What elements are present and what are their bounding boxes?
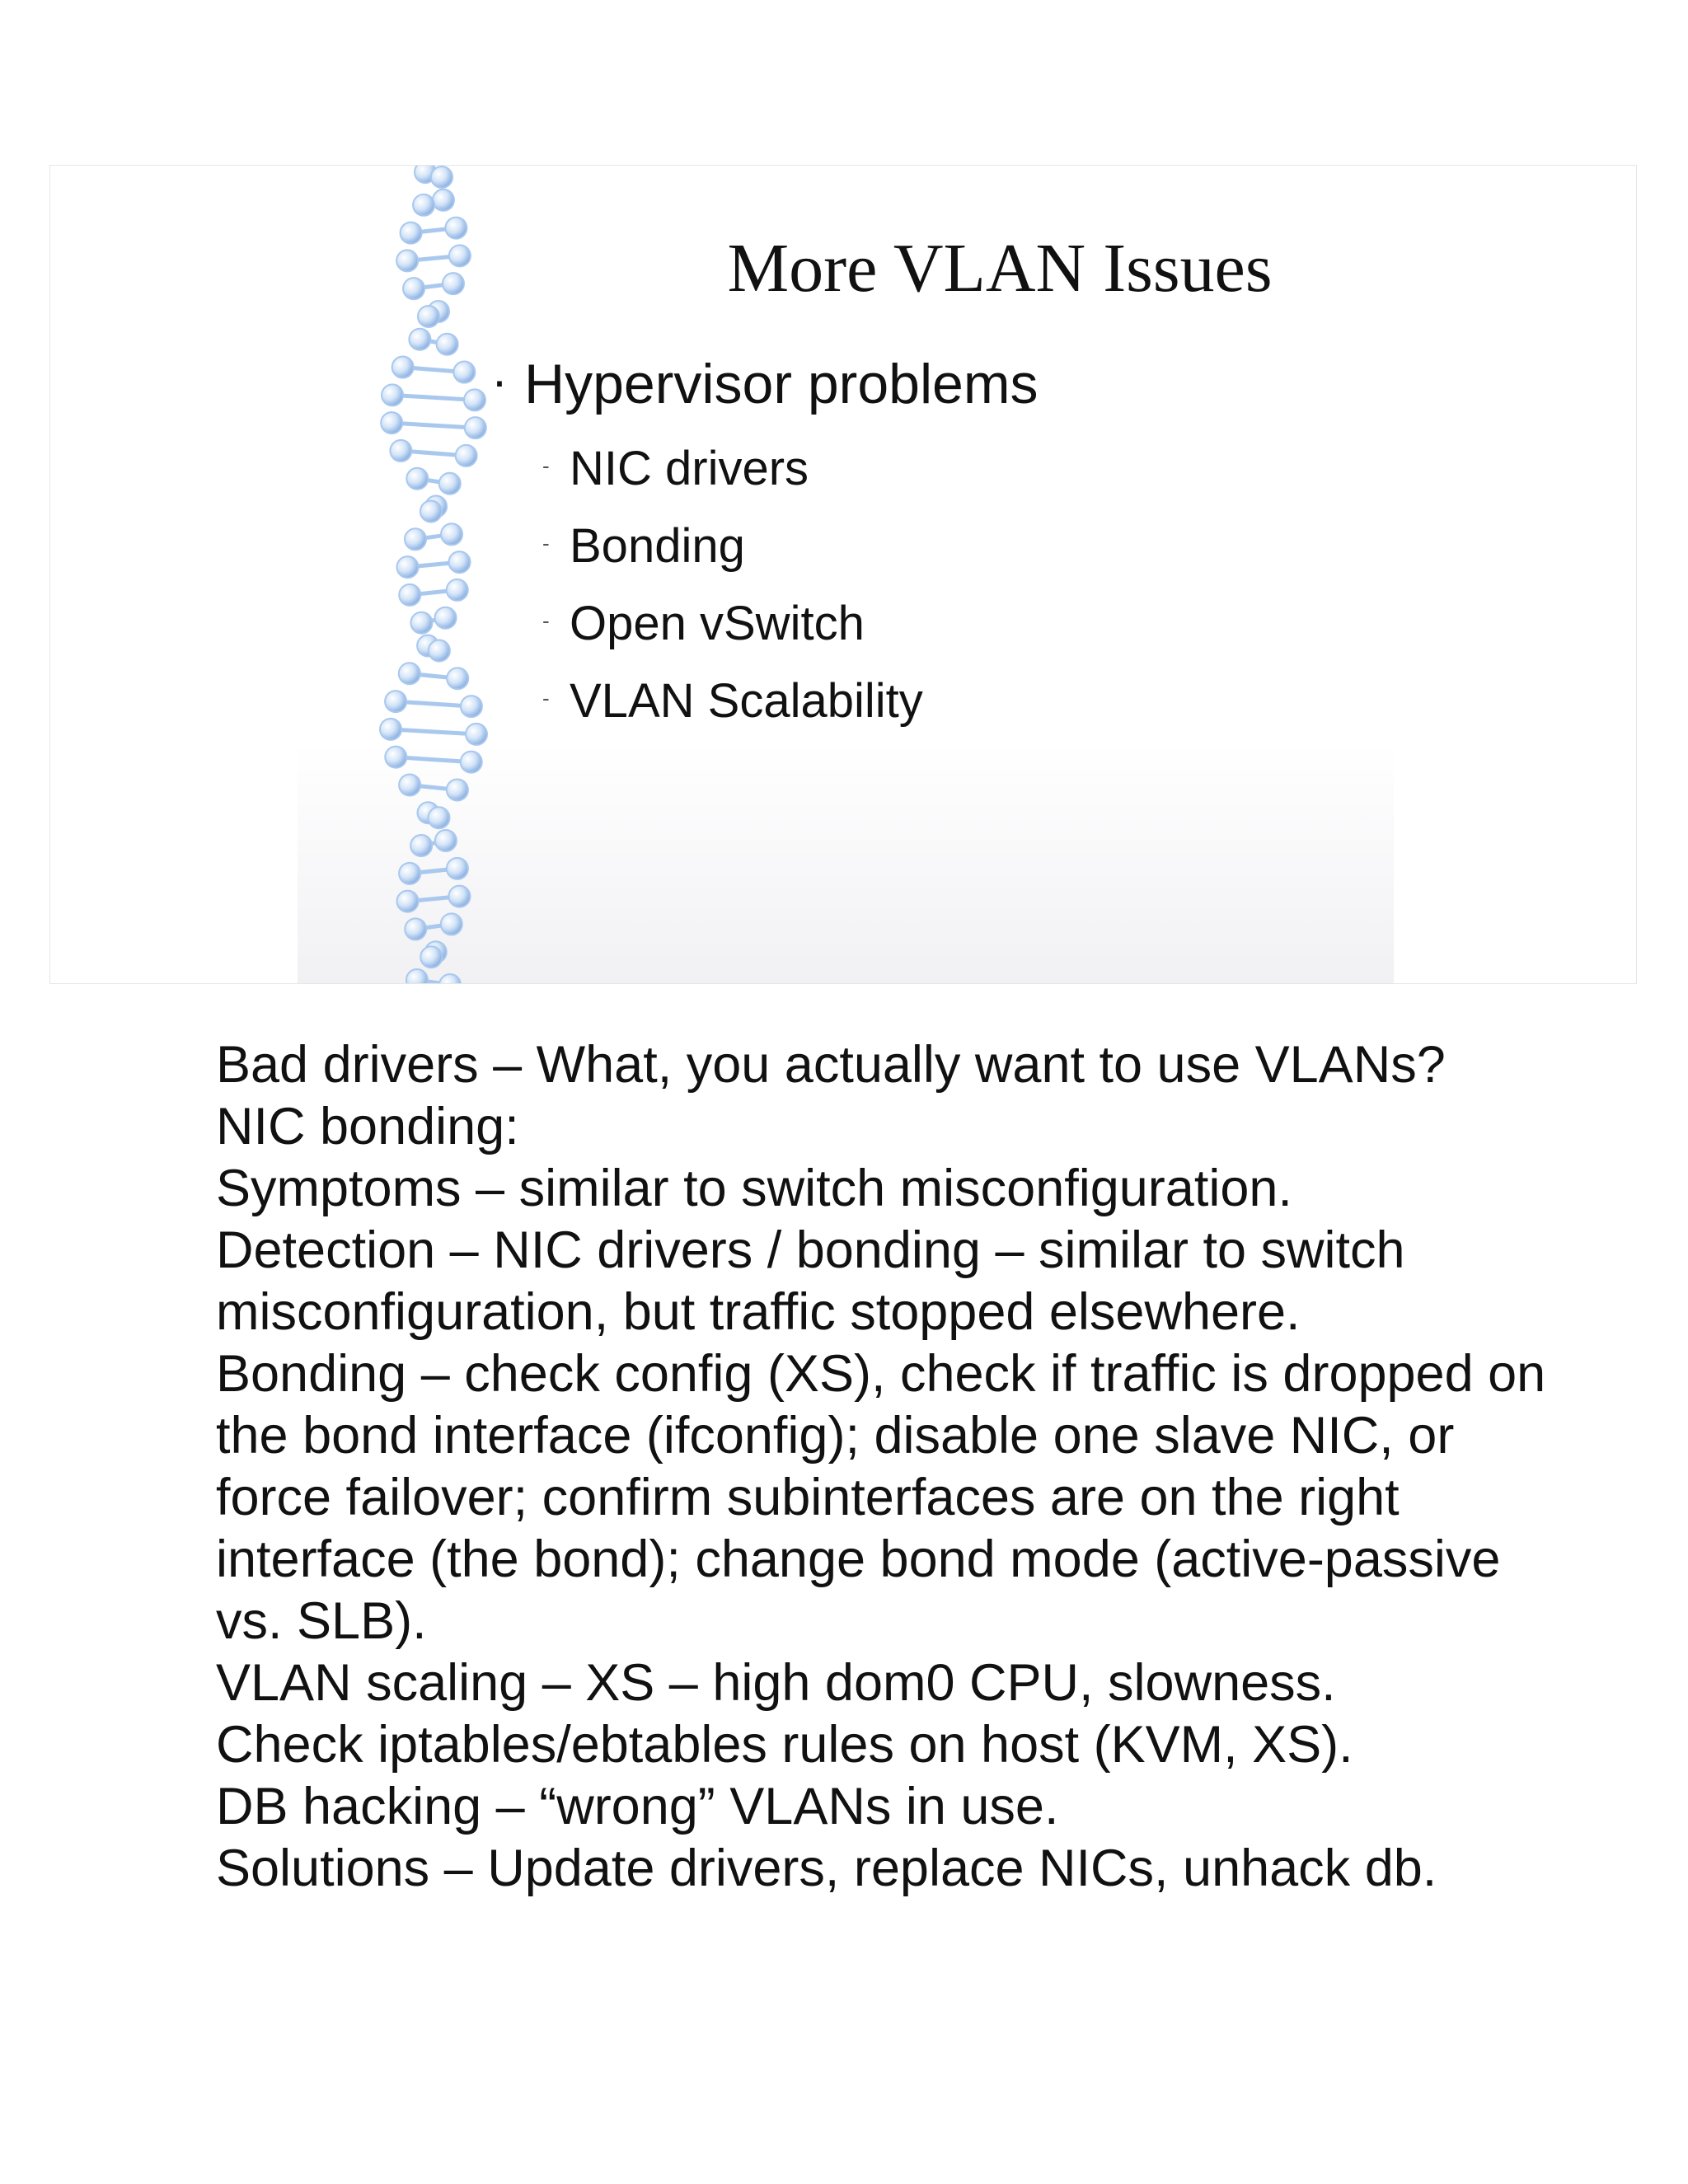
helix-bead [392,357,414,378]
helix-bead [413,194,434,216]
helix-bead [429,640,450,661]
helix-bead [428,807,449,828]
notes-paragraph: NIC bonding: [216,1098,519,1155]
helix-bead [399,663,420,684]
helix-bead [420,946,442,968]
notes-paragraph: DB hacking – “wrong” VLANs in use. [216,1778,1059,1835]
helix-bead [420,501,442,523]
helix-bead [381,412,402,434]
helix-bead [448,886,470,907]
helix-bead [399,774,420,795]
slide-bullet-list [483,351,1039,740]
helix-rung [392,395,475,400]
helix-bead [406,468,428,490]
helix-bead [405,918,426,940]
bullet-dash-icon: - [542,607,550,633]
helix-bead [439,974,461,984]
helix-bead [439,473,461,494]
helix-bead [385,691,406,712]
notes-paragraph: Solutions – Update drivers, replace NICs, unhack db. [216,1840,1437,1897]
bullet-dash-icon: - [542,685,550,710]
sub-bullet-text: NIC drivers [570,441,809,495]
slide-thumbnail [49,165,1637,984]
notes-paragraph: Bad drivers – What, you actually want to use VLANs? [216,1036,1446,1094]
helix-rung [392,423,476,428]
helix-bead [435,607,457,629]
helix-bead [382,384,403,405]
notes-paragraph: Check iptables/ebtables rules on host (KVM, XS). [216,1716,1353,1774]
sub-bullet-item [483,585,1039,663]
helix-bead [431,166,452,188]
helix-bead [441,913,462,935]
helix-bead [399,584,420,606]
bullet-item [483,351,1039,419]
bullet-dash-icon: - [542,530,550,555]
helix-bead [409,329,430,350]
helix-bead [441,523,462,545]
helix-bead [447,779,468,800]
helix-bead [410,612,432,634]
helix-bead [437,334,458,355]
helix-bead [461,696,482,717]
helix-bead [453,362,475,383]
sub-bullet-text: Bonding [570,518,745,573]
slide-title: More VLAN Issues [727,230,1273,307]
notes-paragraph: Detection – NIC drivers / bonding – similar to switch misconfiguration, but traffic stopped elsewhere. [216,1221,1405,1341]
helix-bead [410,835,432,856]
helix-rung [391,729,476,734]
notes-paragraph: Bonding – check config (XS), check if traffic is dropped on the bond interface (ifconfig); disable one slave NIC, or force failover; confirm subinterfaces are on the right interface (the bond); change bond mode (active-passive vs. SLB). [216,1345,1546,1650]
helix-bead [447,668,468,689]
helix-bead [405,528,426,550]
sub-bullet-item [483,508,1039,585]
helix-bead [385,747,406,768]
sub-bullet-text: Open vSwitch [570,596,865,650]
helix-bead [447,579,468,601]
bullet-dot-icon: · [491,353,508,408]
helix-bead [390,440,411,462]
helix-bead [406,969,428,984]
speaker-notes [216,1034,1551,1900]
helix-bead [397,891,419,912]
sub-bullet-item [483,663,1039,740]
helix-bead [449,551,471,573]
notes-paragraph: VLAN scaling – XS – high dom0 CPU, slowness. [216,1654,1336,1712]
bullet-text: Hypervisor problems [524,353,1039,415]
helix-bead [396,556,418,578]
helix-bead [399,863,420,884]
notes-paragraph: Symptoms – similar to switch misconfiguration. [216,1160,1292,1217]
helix-bead [461,752,482,773]
sub-bullet-text: VLAN Scalability [570,673,923,728]
helix-bead [435,830,457,851]
bullet-dash-icon: - [542,452,550,478]
helix-bead [433,190,454,211]
helix-bead [447,858,468,879]
helix-bead [456,445,477,466]
sub-bullet-item [483,430,1039,508]
helix-bead [380,719,401,740]
